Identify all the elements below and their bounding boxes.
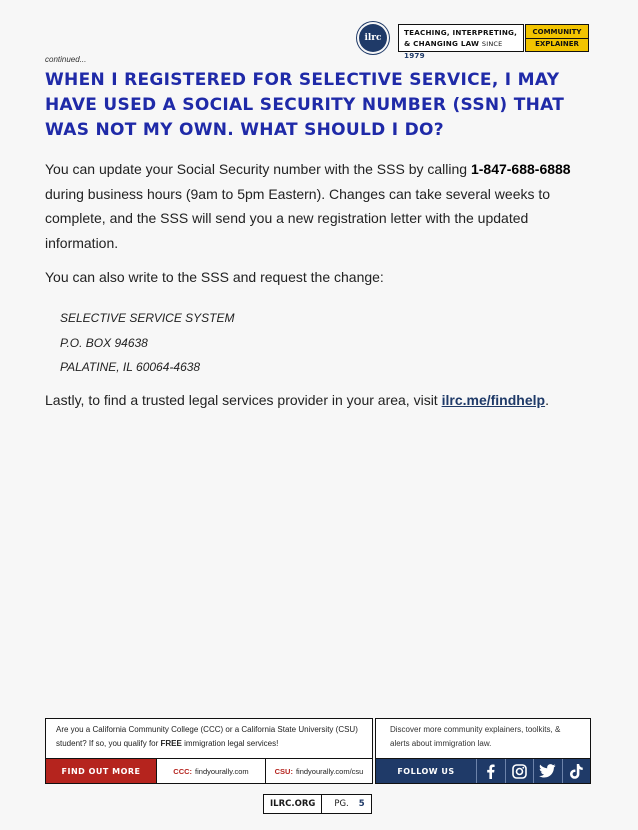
address-line: SELECTIVE SERVICE SYSTEM	[60, 311, 235, 325]
page-number: PG. 5	[334, 799, 365, 809]
tagline-line-1: TEACHING, INTERPRETING,	[404, 28, 518, 37]
paragraph-update-ssn: You can update your Social Security number with the SSS by calling 1-847-688-6888 during business hours (9am to 5pm Eastern). Changes can take several weeks to complete, and the SSS will send you a new registration letter with the updated information.	[45, 161, 571, 251]
social-icons	[476, 759, 590, 783]
follow-us-row	[376, 758, 590, 783]
tagline-line-2: & CHANGING LAW SINCE 1979	[404, 39, 503, 60]
address-line: P.O. BOX 94638	[60, 335, 148, 350]
discover-more-box	[375, 718, 591, 784]
discover-more-text: Discover more community explainers, toolkits, & alerts about immigration law.	[390, 725, 561, 748]
paragraph-write: You can also write to the SSS and request the change:	[45, 269, 384, 285]
site-link[interactable]: ILRC.ORG	[264, 795, 322, 813]
facebook-icon[interactable]	[476, 759, 505, 783]
section-title: WHEN I REGISTERED FOR SELECTIVE SERVICE, I MAY HAVE USED A SOCIAL SECURITY NUMBER (SSN) THAT WAS NOT MY OWN. WHAT SHOULD I DO?	[45, 70, 565, 140]
find-out-more-button[interactable]: FIND OUT MORE	[46, 759, 157, 783]
mailing-address	[60, 306, 235, 380]
instagram-icon[interactable]	[505, 759, 534, 783]
page-number-box	[263, 794, 372, 814]
csu-link[interactable]: CSU: findyourally.com/csu	[274, 766, 364, 776]
phone-number[interactable]: 1-847-688-6888	[470, 161, 571, 177]
twitter-icon[interactable]	[533, 759, 562, 783]
findhelp-link[interactable]: ilrc.me/findhelp	[441, 392, 546, 408]
tiktok-icon[interactable]	[562, 759, 591, 783]
ilrc-logo: ilrc	[359, 24, 387, 52]
continued-label: continued...	[45, 55, 87, 64]
student-services-text: Are you a California Community College (CCC) or a California State University (CSU) student? If so, you qualify for FREE immigration legal services!	[56, 725, 358, 748]
ccc-link[interactable]: CCC: findyourally.com	[157, 759, 266, 783]
tagline-box	[398, 24, 524, 60]
student-links-row	[46, 758, 372, 783]
community-explainer-badge: COMMUNITY EXPLAINER	[525, 24, 589, 52]
paragraph-find-help: Lastly, to find a trusted legal services provider in your area, visit ilrc.me/findhelp.	[45, 392, 549, 408]
student-services-box	[45, 718, 373, 784]
address-line: PALATINE, IL 60064-4638	[60, 360, 201, 374]
follow-us-label: FOLLOW US	[397, 766, 455, 776]
